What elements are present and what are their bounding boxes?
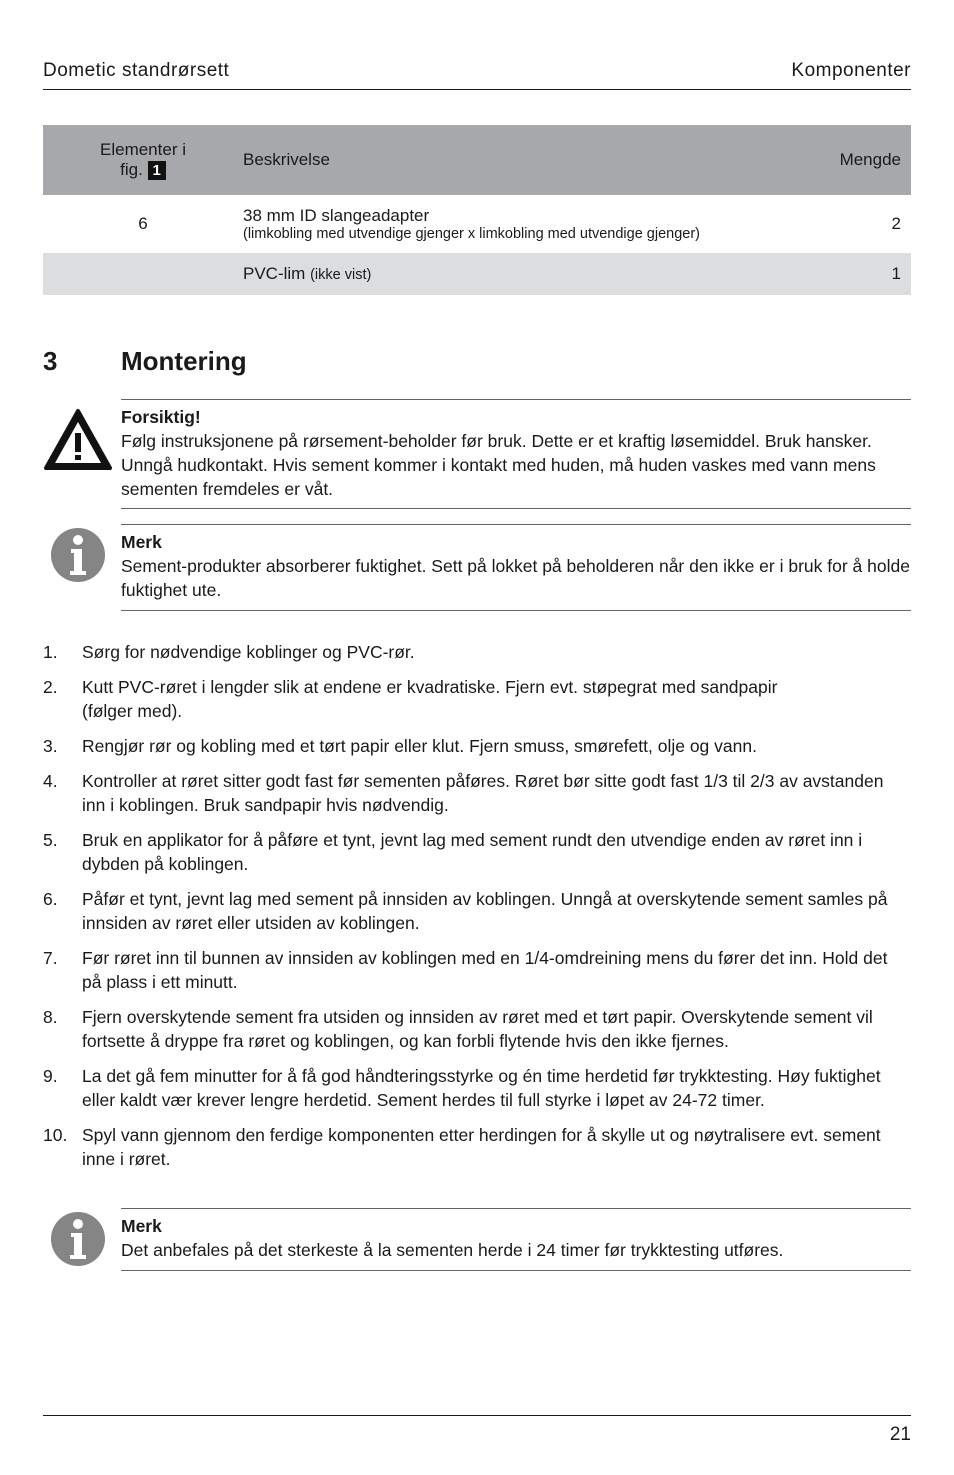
note-box <box>121 524 911 611</box>
step-text: Sørg for nødvendige koblinger og PVC-rør. <box>82 642 415 662</box>
step-text: Fjern overskytende sement fra utsiden og innsiden av røret med et tørt papir. Overskytende sement vil fortsette å dryppe fra røret og koblingen, og kan forbli flytende hvis den ikke fjernes. <box>82 1007 873 1051</box>
cell-description <box>243 195 791 253</box>
list-item <box>43 1123 911 1171</box>
list-item <box>43 640 911 664</box>
step-number: 1. <box>43 642 58 662</box>
step-number: 8. <box>43 1007 58 1027</box>
section-heading <box>43 346 247 377</box>
step-text: La det gå fem minutter for å få god håndteringsstyrke og én time herdetid før trykktesting. Høy fuktighet eller kaldt vær krever lengre herdetid. Sement herdes til full styrke i løpet av 24-72 timer. <box>82 1066 881 1110</box>
step-text: Kutt PVC-røret i lengder slik at endene er kvadratiske. Fjern evt. støpegrat med sandpapir (følger med). <box>82 677 778 721</box>
note-title: Merk <box>121 1216 162 1236</box>
description-note: (ikke vist) <box>310 267 372 283</box>
step-number: 9. <box>43 1066 58 1086</box>
header-quantity: Mengde <box>791 125 911 195</box>
section-number: 3 <box>43 346 58 376</box>
chapter-title: Komponenter <box>791 60 911 81</box>
step-text: Påfør et tynt, jevnt lag med sement på innsiden av koblingen. Unngå at overskytende sement samles på innsiden av røret eller utsiden av koblingen. <box>82 889 888 933</box>
cell-quantity: 1 <box>791 253 911 295</box>
list-item <box>43 1064 911 1112</box>
page-header <box>43 60 911 90</box>
list-item <box>43 887 911 935</box>
components-table <box>43 125 911 295</box>
step-number: 7. <box>43 948 58 968</box>
figure-number-badge: 1 <box>148 161 166 180</box>
note-title: Merk <box>121 532 162 552</box>
list-item <box>43 946 911 994</box>
warning-icon <box>43 408 113 472</box>
step-text: Bruk en applikator for å påføre et tynt, jevnt lag med sement rundt den utvendige enden av røret inn i dybden på koblingen. <box>82 830 863 874</box>
step-text: Før røret inn til bunnen av innsiden av koblingen med en 1/4-omdreining mens du fører det inn. Hold det på plass i ett minutt. <box>82 948 888 992</box>
step-number: 6. <box>43 889 58 909</box>
step-text: Rengjør rør og kobling med et tørt papir eller klut. Fjern smuss, smørefett, olje og vann. <box>82 736 757 756</box>
description-main: PVC-lim <box>243 264 306 283</box>
page-number: 21 <box>889 1424 911 1445</box>
caution-box <box>121 399 911 509</box>
step-number: 4. <box>43 771 58 791</box>
cell-quantity: 2 <box>891 214 901 233</box>
header-elements: Elementer i fig. 1 <box>43 125 243 195</box>
list-item <box>43 734 911 758</box>
document-title: Dometic standrørsett <box>43 60 230 81</box>
step-number: 10. <box>43 1125 68 1145</box>
list-item <box>43 1005 911 1053</box>
table-row <box>43 253 911 295</box>
description-main: 38 mm ID slangeadapter <box>243 206 430 225</box>
step-text: Kontroller at røret sitter godt fast før sementen påføres. Røret bør sitte godt fast 1/3 til 2/3 av avstanden inn i koblingen. Bruk sandpapir hvis nødvendig. <box>82 771 884 815</box>
caution-text: Følg instruksjonene på rørsement-beholder før bruk. Dette er et kraftig løsemiddel. Bruk hansker. Unngå hudkontakt. Hvis sement kommer i kontakt med huden, må huden vaskes med vann mens sementen fremdeles er våt. <box>121 431 876 499</box>
list-item <box>43 828 911 876</box>
list-item <box>43 675 911 723</box>
step-number: 3. <box>43 736 58 756</box>
step-number: 2. <box>43 677 58 697</box>
info-icon <box>51 1212 105 1266</box>
list-item <box>43 769 911 817</box>
note-text: Sement-produkter absorberer fuktighet. Sett på lokket på beholderen når den ikke er i bruk for å holde fuktighet ute. <box>121 556 910 600</box>
step-number: 5. <box>43 830 58 850</box>
page-footer <box>43 1415 911 1446</box>
section-title: Montering <box>121 346 247 376</box>
cell-element <box>43 253 243 295</box>
description-note: (limkobling med utvendige gjenger x limkobling med utvendige gjenger) <box>243 226 701 242</box>
table-header-row <box>43 125 911 195</box>
header-description: Beskrivelse <box>243 125 791 195</box>
caution-title: Forsiktig! <box>121 407 201 427</box>
cell-element: 6 <box>138 214 148 233</box>
note-text: Det anbefales på det sterkeste å la sementen herde i 24 timer før trykktesting utføres. <box>121 1240 784 1260</box>
table-row <box>43 195 911 253</box>
info-icon <box>51 528 105 582</box>
cell-description <box>243 253 791 295</box>
note-box <box>121 1208 911 1271</box>
step-text: Spyl vann gjennom den ferdige komponenten etter herdingen for å skylle ut og nøytralisere evt. sement inne i røret. <box>82 1125 881 1169</box>
assembly-steps <box>43 640 911 1182</box>
